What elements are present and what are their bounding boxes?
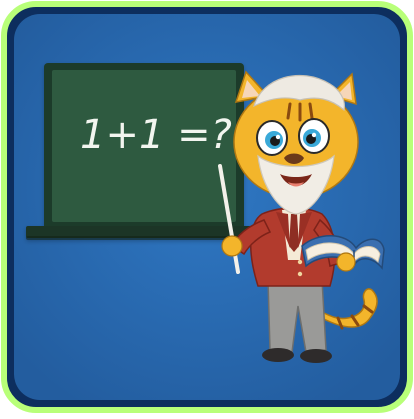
left-eye xyxy=(257,121,287,155)
jacket-button-1 xyxy=(298,260,302,264)
chalkboard-ledge-shadow xyxy=(26,236,256,240)
jacket-button-2 xyxy=(298,272,302,276)
chalkboard xyxy=(26,63,256,240)
right-eye xyxy=(299,119,329,153)
chalkboard-equation: 1+1 =? xyxy=(80,112,232,158)
right-shoe xyxy=(300,349,332,363)
forehead-stripe-1 xyxy=(288,104,290,118)
cat-right-paw xyxy=(337,253,355,271)
cat-left-paw xyxy=(222,236,242,256)
forehead-stripe-3 xyxy=(310,104,312,118)
left-shoe xyxy=(262,348,294,362)
